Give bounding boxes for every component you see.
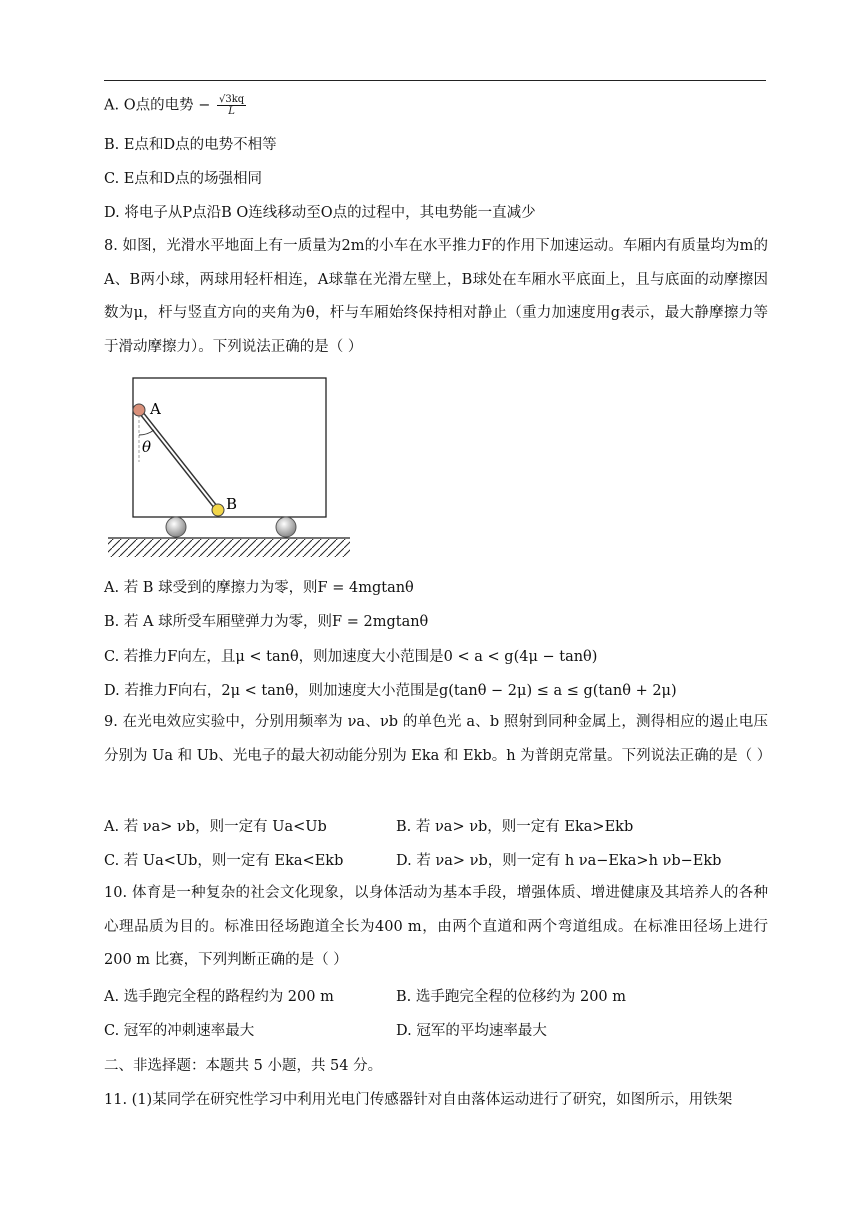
option-a-text: O点的电势 − — [123, 97, 211, 114]
fraction-numerator: √3kq — [218, 94, 245, 105]
ball-b — [212, 504, 224, 516]
q8-option-b: B. 若 A 球所受车厢壁弹力为零，则F = 2mgtanθ — [104, 614, 429, 630]
q7-option-c: C. E点和D点的场强相同 — [104, 171, 263, 187]
q8-stem: 8. 如图，光滑水平地面上有一质量为2m的小车在水平推力F的作用下加速运动。车厢内有质量均为m的A、B两小球，两球用轻杆相连，A球靠在光滑左壁上，B球处在车厢水平底面上，且与底面的动摩擦因数为μ，杆与竖直方向的夹角为θ，杆与车厢始终保持相对静止（重力加速度用g表示，最大静摩擦力等于滑动摩擦力）。下列说法正确的是（ ） — [104, 238, 768, 355]
q10-option-a: A. 选手跑完全程的路程约为 200 m — [104, 989, 334, 1005]
q11-start: 11. (1)某同学在研究性学习中利用光电门传感器针对自由落体运动进行了研究，如图所示，用铁架 — [104, 1092, 733, 1108]
q7-option-a — [104, 94, 246, 117]
potential-fraction — [217, 94, 246, 117]
q9-option-a: A. 若 νa> νb，则一定有 Ua<Ub — [104, 819, 327, 835]
q8-cart-figure — [104, 372, 356, 564]
q9-option-c: C. 若 Ua<Ub，则一定有 Eka<Ekb — [104, 853, 344, 869]
ball-a — [133, 404, 145, 416]
q10-option-b: B. 选手跑完全程的位移约为 200 m — [396, 989, 627, 1005]
label-a: A — [150, 400, 161, 418]
q9-option-d: D. 若 νa> νb，则一定有 h νa−Eka>h νb−Ekb — [396, 853, 722, 869]
q8-option-d: D. 若推力F向右，2μ < tanθ，则加速度大小范围是g(tanθ − 2μ) ≤ a ≤ g(tanθ + 2μ) — [104, 683, 677, 699]
q10-stem: 10. 体育是一种复杂的社会文化现象，以身体活动为基本手段，增强体质、增进健康及其培养人的各种心理品质为目的。标准田径场跑道全长为400 m，由两个直道和两个弯道组成。在标准田径场上进行 200 m 比赛，下列判断正确的是（ ） — [104, 885, 768, 968]
q9-option-b: B. 若 νa> νb，则一定有 Eka>Ekb — [396, 819, 634, 835]
q8-option-a: A. 若 B 球受到的摩擦力为零，则F = 4mgtanθ — [104, 580, 414, 596]
q7-option-b: B. E点和D点的电势不相等 — [104, 137, 277, 153]
header-rule — [104, 80, 766, 81]
q9-stem: 9. 在光电效应实验中，分别用频率为 νa、νb 的单色光 a、b 照射到同种金属上，测得相应的遏止电压分别为 Ua 和 Ub、光电子的最大初动能分别为 Eka 和 Ekb。h 为普朗克常量。下列说法正确的是（ ） — [104, 714, 772, 764]
ground-hatch — [108, 539, 350, 557]
theta-arc — [139, 430, 154, 435]
section-heading: 二、非选择题：本题共 5 小题，共 54 分。 — [104, 1058, 383, 1074]
wheel-right — [276, 517, 296, 537]
fraction-denominator: L — [228, 106, 235, 117]
label-b: B — [226, 495, 238, 513]
q10-option-d: D. 冠军的平均速率最大 — [396, 1023, 547, 1039]
option-a-prefix: A. — [104, 97, 124, 114]
q8-option-c: C. 若推力F向左，且μ < tanθ，则加速度大小范围是0 < a < g(4μ − tanθ) — [104, 649, 598, 665]
q7-option-d: D. 将电子从P点沿B O连线移动至O点的过程中，其电势能一直减少 — [104, 205, 536, 221]
wheel-left — [166, 517, 186, 537]
q10-option-c: C. 冠军的冲刺速率最大 — [104, 1023, 255, 1039]
label-theta: θ — [142, 438, 152, 456]
